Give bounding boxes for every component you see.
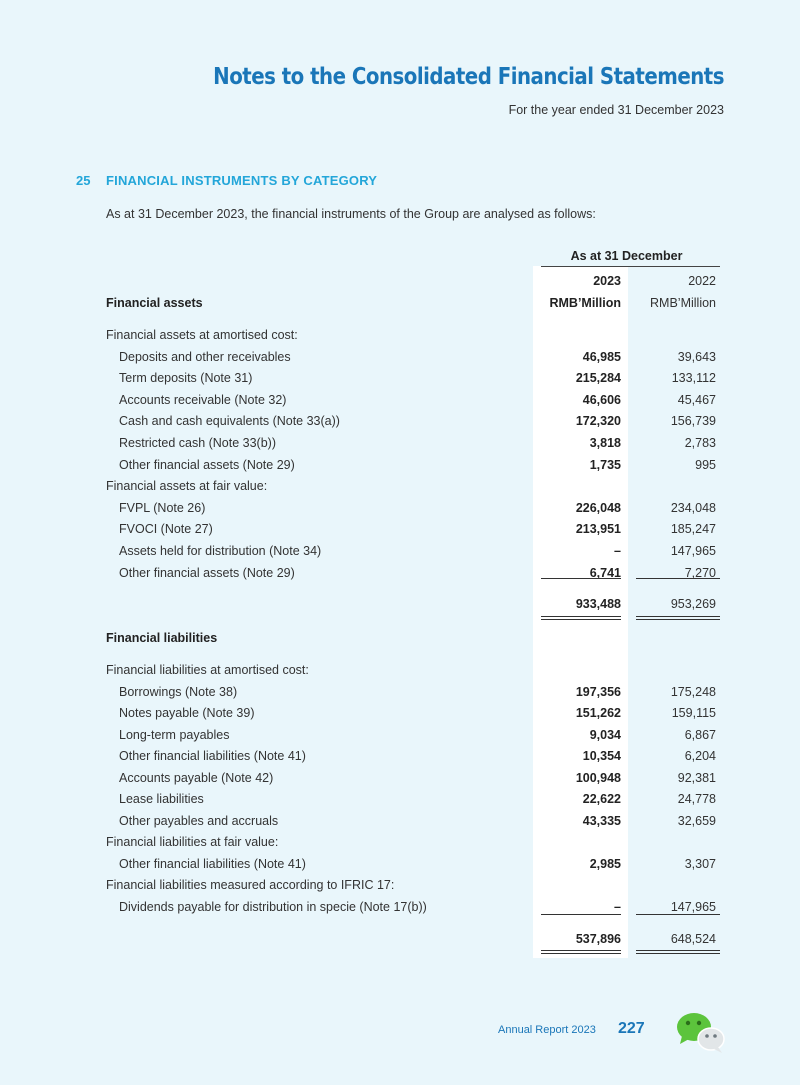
liability-row xyxy=(0,770,800,786)
liability-value-current: 22,622 xyxy=(582,792,621,806)
liabilities-total-double-rule xyxy=(541,950,621,951)
liability-row xyxy=(0,684,800,700)
asset-row xyxy=(0,478,800,494)
asset-value-prior: 185,247 xyxy=(670,522,716,537)
asset-value-current: 215,284 xyxy=(575,371,621,386)
asset-value-current: 213,951 xyxy=(575,522,621,537)
liabilities-total-double-rule xyxy=(636,950,720,951)
asset-value-prior: 2,783 xyxy=(684,436,716,450)
asset-label: Accounts receivable (Note 32) xyxy=(119,392,287,407)
liability-label: Accounts payable (Note 42) xyxy=(119,770,274,785)
liability-value-prior: 6,867 xyxy=(684,727,716,742)
asset-label: Assets held for distribution (Note 34) xyxy=(119,544,322,558)
liability-label: Other financial liabilities (Note 41) xyxy=(119,749,306,763)
asset-value-prior: 234,048 xyxy=(670,500,716,515)
liability-row xyxy=(0,834,800,850)
liability-label: Lease liabilities xyxy=(119,792,204,806)
asset-label: Deposits and other receivables xyxy=(119,349,291,364)
unit-prior: RMB’Million xyxy=(650,296,716,310)
asset-row xyxy=(0,500,800,516)
liability-value-prior: 3,307 xyxy=(684,856,716,871)
assets-total-row xyxy=(0,596,800,612)
liability-value-prior: 32,659 xyxy=(677,813,716,828)
asset-value-prior: 156,739 xyxy=(670,414,716,429)
liability-value-prior: 147,965 xyxy=(670,899,716,914)
unit-current: RMB’Million xyxy=(549,296,621,310)
asset-value-prior: 45,467 xyxy=(677,392,716,407)
year-prior: 2022 xyxy=(688,274,716,288)
liabilities-total-prior: 648,524 xyxy=(670,932,716,946)
asset-label: Other financial assets (Note 29) xyxy=(119,565,295,580)
page-number: 227 xyxy=(618,1020,645,1037)
wechat-icon xyxy=(674,1010,726,1054)
assets-total-double-rule xyxy=(541,616,621,617)
liability-row xyxy=(0,662,800,678)
assets-total-double-rule xyxy=(541,619,621,620)
liabilities-total-double-rule xyxy=(636,953,720,954)
asset-subheading: Financial assets at fair value: xyxy=(106,479,268,494)
liability-value-prior: 159,115 xyxy=(671,706,716,720)
asset-row xyxy=(0,521,800,537)
asset-label: FVOCI (Note 27) xyxy=(119,522,213,537)
asset-value-current: 46,985 xyxy=(582,349,621,364)
liability-value-current: 197,356 xyxy=(575,684,621,699)
asset-value-prior: 39,643 xyxy=(677,349,716,364)
asset-value-prior: 133,112 xyxy=(671,371,716,386)
page-subtitle: For the year ended 31 December 2023 xyxy=(508,103,724,117)
liability-value-current: 151,262 xyxy=(575,706,621,720)
asset-value-prior: 995 xyxy=(695,457,716,472)
assets-total-double-rule xyxy=(636,619,720,620)
liability-label: Dividends payable for distribution in specie (Note 17(b)) xyxy=(119,899,427,914)
year-current: 2023 xyxy=(593,274,621,288)
asset-value-prior: 7,270 xyxy=(684,565,716,580)
asset-value-current: 46,606 xyxy=(582,392,621,407)
footer-report-title: Annual Report 2023 xyxy=(498,1024,596,1036)
liability-label: Notes payable (Note 39) xyxy=(119,706,255,720)
asset-value-current: 3,818 xyxy=(589,436,621,450)
liabilities-heading: Financial liabilities xyxy=(106,631,218,645)
asset-row xyxy=(0,349,800,365)
liability-value-current: 100,948 xyxy=(575,770,621,785)
liabilities-subtotal-rule xyxy=(541,914,621,915)
liabilities-total-row xyxy=(0,931,800,947)
assets-total-current: 933,488 xyxy=(575,597,621,611)
liability-value-prior: 175,248 xyxy=(670,684,716,699)
asset-value-current: – xyxy=(614,544,621,558)
unit-header-row xyxy=(0,295,800,311)
column-group-header: As at 31 December xyxy=(570,249,683,263)
asset-label: Other financial assets (Note 29) xyxy=(119,457,295,472)
asset-row xyxy=(0,435,800,451)
asset-label: Cash and cash equivalents (Note 33(a)) xyxy=(119,414,340,429)
liability-subheading: Financial liabilities measured according to IFRIC 17: xyxy=(106,878,395,892)
liability-value-prior: 24,778 xyxy=(677,792,716,806)
liability-value-current: – xyxy=(614,899,621,914)
asset-row xyxy=(0,457,800,473)
liabilities-subtotal-rule xyxy=(636,914,720,915)
asset-row xyxy=(0,543,800,559)
liability-subheading: Financial liabilities at fair value: xyxy=(106,835,279,849)
liability-value-current: 43,335 xyxy=(582,813,621,828)
liability-row xyxy=(0,899,800,915)
assets-total-prior: 953,269 xyxy=(670,597,716,611)
asset-row xyxy=(0,392,800,408)
assets-heading: Financial assets xyxy=(106,296,203,310)
liability-row xyxy=(0,727,800,743)
liabilities-heading-row xyxy=(0,630,800,646)
asset-row xyxy=(0,413,800,429)
liability-row xyxy=(0,791,800,807)
assets-subtotal-rule xyxy=(636,578,720,579)
liability-row xyxy=(0,705,800,721)
liability-row xyxy=(0,748,800,764)
liability-label: Other payables and accruals xyxy=(119,813,279,828)
asset-value-current: 172,320 xyxy=(575,414,621,429)
year-header-row xyxy=(0,273,800,289)
liability-row xyxy=(0,813,800,829)
asset-row xyxy=(0,370,800,386)
asset-value-current: 6,741 xyxy=(589,565,621,580)
liability-row xyxy=(0,856,800,872)
asset-value-current: 226,048 xyxy=(575,500,621,515)
section-number: 25 xyxy=(76,173,91,188)
asset-subheading: Financial assets at amortised cost: xyxy=(106,328,298,342)
asset-label: FVPL (Note 26) xyxy=(119,500,206,515)
liability-value-current: 2,985 xyxy=(589,856,621,871)
liability-value-prior: 6,204 xyxy=(684,749,716,763)
asset-label: Term deposits (Note 31) xyxy=(119,371,253,386)
liability-label: Long-term payables xyxy=(119,727,230,742)
asset-value-prior: 147,965 xyxy=(670,544,716,558)
liability-label: Other financial liabilities (Note 41) xyxy=(119,856,306,871)
header-divider xyxy=(541,266,720,267)
section-intro: As at 31 December 2023, the financial instruments of the Group are analysed as follows: xyxy=(106,207,596,221)
asset-label: Restricted cash (Note 33(b)) xyxy=(119,436,277,450)
liability-value-current: 9,034 xyxy=(589,727,621,742)
liability-subheading: Financial liabilities at amortised cost: xyxy=(106,663,309,677)
liability-value-prior: 92,381 xyxy=(677,770,716,785)
liabilities-total-current: 537,896 xyxy=(575,932,621,946)
liability-label: Borrowings (Note 38) xyxy=(119,684,238,699)
page-title: Notes to the Consolidated Financial Statements xyxy=(213,64,724,90)
liabilities-total-double-rule xyxy=(541,953,621,954)
assets-subtotal-rule xyxy=(541,578,621,579)
section-title: FINANCIAL INSTRUMENTS BY CATEGORY xyxy=(106,173,378,188)
liability-row xyxy=(0,877,800,893)
asset-row xyxy=(0,327,800,343)
liability-value-current: 10,354 xyxy=(582,749,621,763)
asset-value-current: 1,735 xyxy=(589,457,621,472)
assets-total-double-rule xyxy=(636,616,720,617)
